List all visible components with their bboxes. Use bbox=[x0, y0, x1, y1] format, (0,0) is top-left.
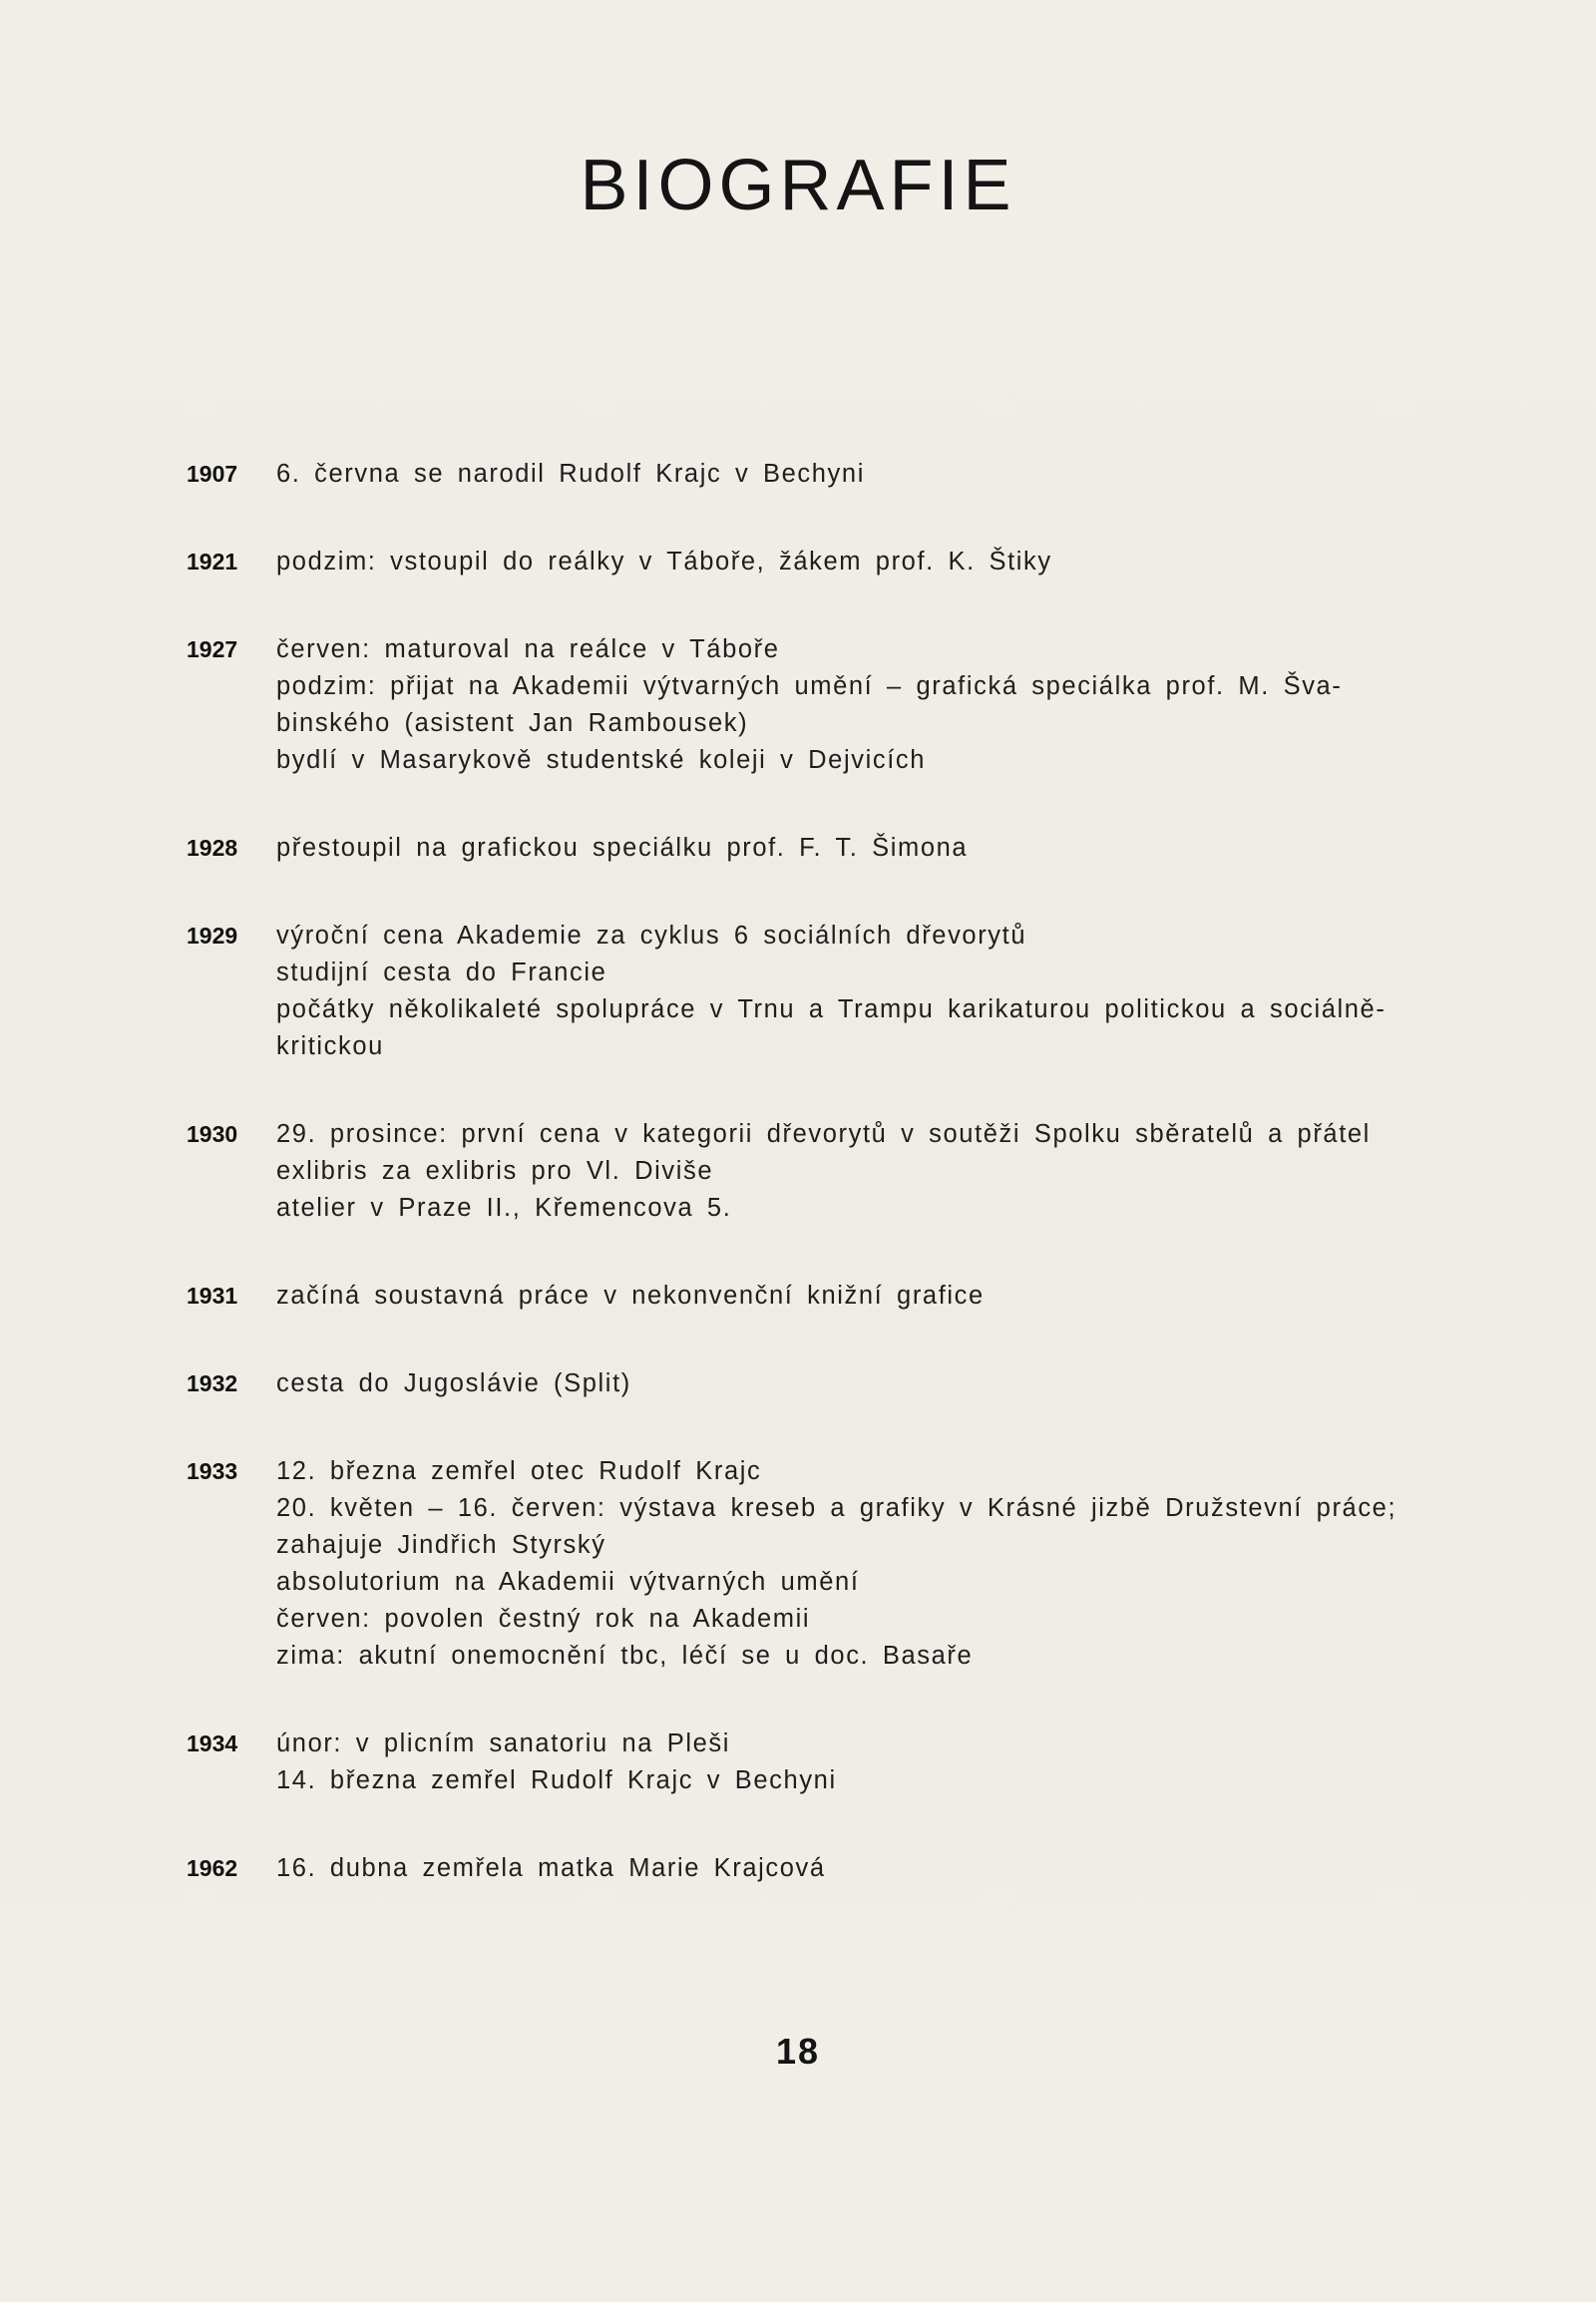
entry-line: zima: akutní onemocnění tbc, léčí se u doc. Basaře bbox=[276, 1642, 974, 1670]
entry-text bbox=[276, 631, 1483, 779]
entry-line: absolutorium na Akademii výtvarných umění bbox=[276, 1568, 860, 1596]
page-title: BIOGRAFIE bbox=[580, 146, 1016, 225]
entry-year: 1931 bbox=[187, 1283, 238, 1309]
entry-year: 1933 bbox=[187, 1458, 238, 1484]
entry-year: 1907 bbox=[187, 461, 238, 487]
entry-line: červen: maturoval na reálce v Táboře bbox=[276, 635, 780, 663]
timeline-entry-1962 bbox=[187, 1850, 1483, 1887]
entry-line: kritickou bbox=[276, 1032, 384, 1060]
entry-line: počátky několikaleté spolupráce v Trnu a Trampu karikaturou politickou a sociálně- bbox=[276, 995, 1387, 1023]
timeline-entry-1933 bbox=[187, 1453, 1483, 1675]
entry-line: červen: povolen čestný rok na Akademii bbox=[276, 1605, 811, 1633]
entry-line: 29. prosince: první cena v kategorii dřevorytů v soutěži Spolku sběratelů a přátel bbox=[276, 1120, 1371, 1148]
entry-line: začíná soustavná práce v nekonvenční knižní grafice bbox=[276, 1282, 985, 1310]
timeline-entry-1931 bbox=[187, 1278, 1483, 1315]
entry-text bbox=[276, 918, 1483, 1065]
entry-year: 1929 bbox=[187, 923, 238, 949]
page-number: 18 bbox=[775, 2031, 821, 2072]
entry-line: zahajuje Jindřich Styrský bbox=[276, 1531, 606, 1559]
entry-year: 1928 bbox=[187, 835, 238, 861]
timeline-entry-1927 bbox=[187, 631, 1483, 779]
entry-text bbox=[276, 1116, 1483, 1227]
entry-line: studijní cesta do Francie bbox=[276, 959, 607, 986]
entry-text bbox=[276, 1726, 1483, 1799]
entry-text bbox=[276, 1850, 1483, 1887]
entry-line: výroční cena Akademie za cyklus 6 sociálních dřevorytů bbox=[276, 922, 1027, 950]
entry-year: 1934 bbox=[187, 1730, 238, 1756]
entry-line: 6. června se narodil Rudolf Krajc v Bechyni bbox=[276, 460, 865, 488]
entry-year: 1930 bbox=[187, 1121, 238, 1147]
entry-line: 12. března zemřel otec Rudolf Krajc bbox=[276, 1457, 762, 1485]
timeline-entry-1932 bbox=[187, 1365, 1483, 1402]
timeline-entry-1929 bbox=[187, 918, 1483, 1065]
entry-line: podzim: přijat na Akademii výtvarných umění – grafická speciálka prof. M. Šva- bbox=[276, 672, 1343, 700]
entry-year: 1927 bbox=[187, 636, 238, 662]
entry-line: exlibris za exlibris pro Vl. Diviše bbox=[276, 1157, 714, 1185]
entry-text bbox=[276, 544, 1483, 580]
entry-line: 16. dubna zemřela matka Marie Krajcová bbox=[276, 1854, 826, 1882]
entry-line: únor: v plicním sanatoriu na Pleši bbox=[276, 1729, 731, 1757]
entry-line: binského (asistent Jan Rambousek) bbox=[276, 709, 749, 737]
entry-line: atelier v Praze II., Křemencova 5. bbox=[276, 1194, 732, 1222]
entry-line: cesta do Jugoslávie (Split) bbox=[276, 1369, 631, 1397]
entry-text bbox=[276, 456, 1483, 493]
entry-line: 20. květen – 16. červen: výstava kreseb a grafiky v Krásné jizbě Družstevní práce; bbox=[276, 1494, 1397, 1522]
entry-text bbox=[276, 830, 1483, 867]
biography-timeline bbox=[187, 456, 1483, 1938]
entry-text bbox=[276, 1453, 1483, 1675]
entry-text bbox=[276, 1278, 1483, 1315]
timeline-entry-1930 bbox=[187, 1116, 1483, 1227]
timeline-entry-1921 bbox=[187, 544, 1483, 580]
entry-line: 14. března zemřel Rudolf Krajc v Bechyni bbox=[276, 1766, 837, 1794]
timeline-entry-1934 bbox=[187, 1726, 1483, 1799]
timeline-entry-1928 bbox=[187, 830, 1483, 867]
entry-year: 1962 bbox=[187, 1855, 238, 1881]
entry-line: přestoupil na grafickou speciálku prof. F. T. Šimona bbox=[276, 834, 969, 862]
entry-year: 1932 bbox=[187, 1370, 238, 1396]
entry-line: bydlí v Masarykově studentské koleji v Dejvicích bbox=[276, 746, 927, 774]
entry-text bbox=[276, 1365, 1483, 1402]
entry-year: 1921 bbox=[187, 549, 238, 575]
timeline-entry-1907 bbox=[187, 456, 1483, 493]
entry-line: podzim: vstoupil do reálky v Táboře, žákem prof. K. Štiky bbox=[276, 548, 1052, 576]
